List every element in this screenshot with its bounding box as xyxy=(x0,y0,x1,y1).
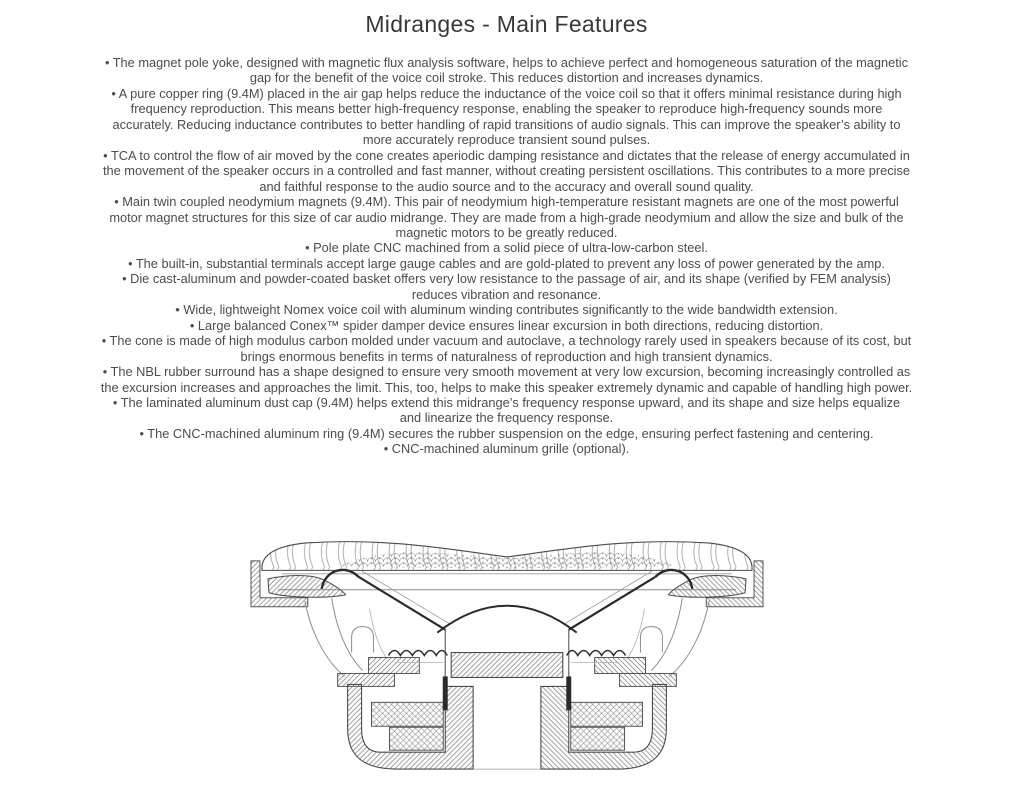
feature-item: • The built-in, substantial terminals accept large gauge cables and are gold-plated to prevent any loss of power generated by the amp. xyxy=(128,255,885,271)
dust-cap xyxy=(437,606,576,633)
basket-arm xyxy=(304,601,344,677)
feature-item: • A pure copper ring (9.4M) placed in the air gap helps reduce the inductance of the voice coil so that it offers minimal resistance during high frequency reproduction. This means better high-frequency response, enabling the speaker to reproduce high-frequency sounds more accurately. Reducing inductance contributes to better handling of rapid transitions of audio signals. This can improve the speaker’s ability to more accurately reproduce transient sound pulses. xyxy=(111,85,902,148)
spider-damper xyxy=(388,650,447,655)
neodymium-magnet xyxy=(371,702,443,726)
mounting-flange xyxy=(267,575,345,597)
grille-mesh xyxy=(339,552,674,568)
feature-item: • Wide, lightweight Nomex voice coil with aluminum winding contributes significantly to the wide bandwidth extension. xyxy=(175,302,838,318)
feature-item: • The cone is made of high modulus carbon molded under vacuum and autoclave, a technology rarely used in speakers because of its cost, but brings enormous benefits in terms of naturalness of reproduction and high transient dynamics. xyxy=(101,333,912,364)
speaker-cross-section-svg xyxy=(248,537,766,772)
top-plate xyxy=(368,657,419,673)
neodymium-magnet xyxy=(389,727,443,750)
feature-item: • CNC-machined aluminum grille (optional). xyxy=(383,441,630,457)
page xyxy=(0,11,1013,792)
cone-inner-line xyxy=(361,571,449,624)
feature-item: • Large balanced Conex™ spider damper device ensures linear excursion in both directions, reducing distortion. xyxy=(189,317,824,333)
feature-item: • Main twin coupled neodymium magnets (9.4M). This pair of neodymium high-temperature resistant magnets are one of the most powerful motor magnet structures for this size of car audio midrange. They are made from a high-grade neodymium and allow the size and bulk of the magnetic motors to be greatly reduced. xyxy=(109,194,904,240)
terminal-grommet xyxy=(351,626,373,652)
feature-item: • The laminated aluminum dust cap (9.4M) helps extend this midrange’s frequency response upward, and its shape and size helps equalize and linearize the frequency response. xyxy=(112,394,901,426)
carbon-cone xyxy=(358,577,445,630)
feature-item: • Die cast-aluminum and powder-coated basket offers very low resistance to the passage of air, and its shape (verified by FEM analysis) reduces vibration and resonance. xyxy=(122,271,891,302)
voice-coil-winding xyxy=(442,676,447,710)
speaker-left-half xyxy=(251,561,473,769)
feature-item: • The NBL rubber surround has a shape designed to ensure very smooth movement at very low excursion, becoming increasingly controlled as the excursion increases and approaches the limit. This, too, helps to make this speaker extremely dynamic and capable of handling high power. xyxy=(100,364,913,395)
feature-item: • TCA to control the flow of air moved by the cone creates aperiodic damping resistance and dictates that the release of energy accumulated in the movement of the speaker occurs in a controlled and fast manner, without creating persistent oscillations. This contributes to a more precise and faithful response to the audio source and to the accuracy and overall sound quality. xyxy=(102,147,911,194)
pole-plate xyxy=(451,652,563,677)
speaker-right-half xyxy=(540,561,762,769)
feature-item: • Pole plate CNC machined from a solid piece of ultra-low-carbon steel. xyxy=(305,240,708,256)
grille xyxy=(261,541,751,570)
feature-item: • The CNC-machined aluminum ring (9.4M) secures the rubber suspension on the edge, ensuring perfect fastening and centering. xyxy=(139,425,874,441)
feature-item: • The magnet pole yoke, designed with magnetic flux analysis software, helps to achieve perfect and homogeneous saturation of the magnetic gap for the benefit of the voice coil stroke. This reduces distortion and increases dynamics. xyxy=(104,55,909,86)
frame-ring xyxy=(337,673,394,686)
features-list xyxy=(101,55,913,457)
page-title: Midranges - Main Features xyxy=(365,11,648,37)
speaker-cross-section-figure xyxy=(248,537,766,772)
